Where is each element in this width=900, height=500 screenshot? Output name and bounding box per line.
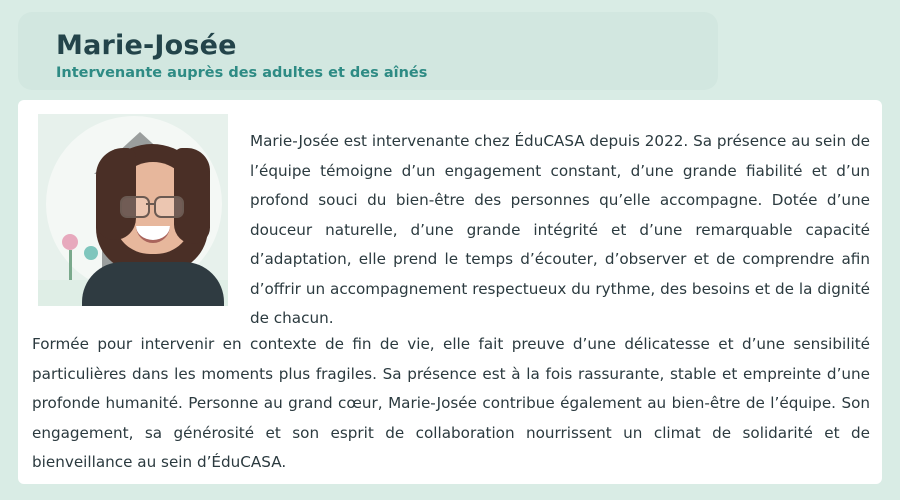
header-text-group [56, 32, 427, 82]
hair-left-shape [96, 148, 136, 240]
bio-paragraph-1: Marie-Josée est intervenante chez ÉduCASA depuis 2022. Sa présence au sein de l’équipe témoigne d’un engagement constant, d’une grande fiabilité et d’un profond souci du bien-être des personnes qu’elle accompagne. Dotée d’une douceur naturelle, d’une grande intégrité et d’une remarquable capacité d’adaptation, elle prend le temps d’écouter, d’observer et de comprendre afin d’offrir un accompagnement respectueux du rythme, des besoins et de la dignité de chacun. [250, 132, 870, 328]
flower-pink-icon [62, 234, 78, 250]
portrait-photo [38, 114, 228, 306]
person-role-subtitle: Intervenante auprès des adultes et des aînés [56, 65, 428, 82]
page-title: Marie-Josée [56, 30, 237, 61]
glasses-left-lens-icon [120, 196, 150, 218]
person-figure [78, 144, 228, 306]
bio-paragraph-2: Formée pour intervenir en contexte de fin de vie, elle fait preuve d’une délicatesse et d’une sensibilité particulières dans les moments plus fragiles. Sa présence est à la fois rassurante, stable et empreinte d’une profonde humanité. Personne au grand cœur, Marie-Josée contribue également au bien-être de l’équipe. Son engagement, sa générosité et son esprit de collaboration nourrissent un climat de solidarité et de bienveillance au sein d’ÉduCASA. [32, 335, 870, 472]
torso-shape [82, 262, 224, 306]
glasses-bridge-icon [146, 203, 154, 205]
flower-stem-icon [69, 250, 72, 284]
header-banner [18, 12, 718, 90]
profile-card [18, 100, 882, 484]
glasses-right-lens-icon [154, 196, 184, 218]
